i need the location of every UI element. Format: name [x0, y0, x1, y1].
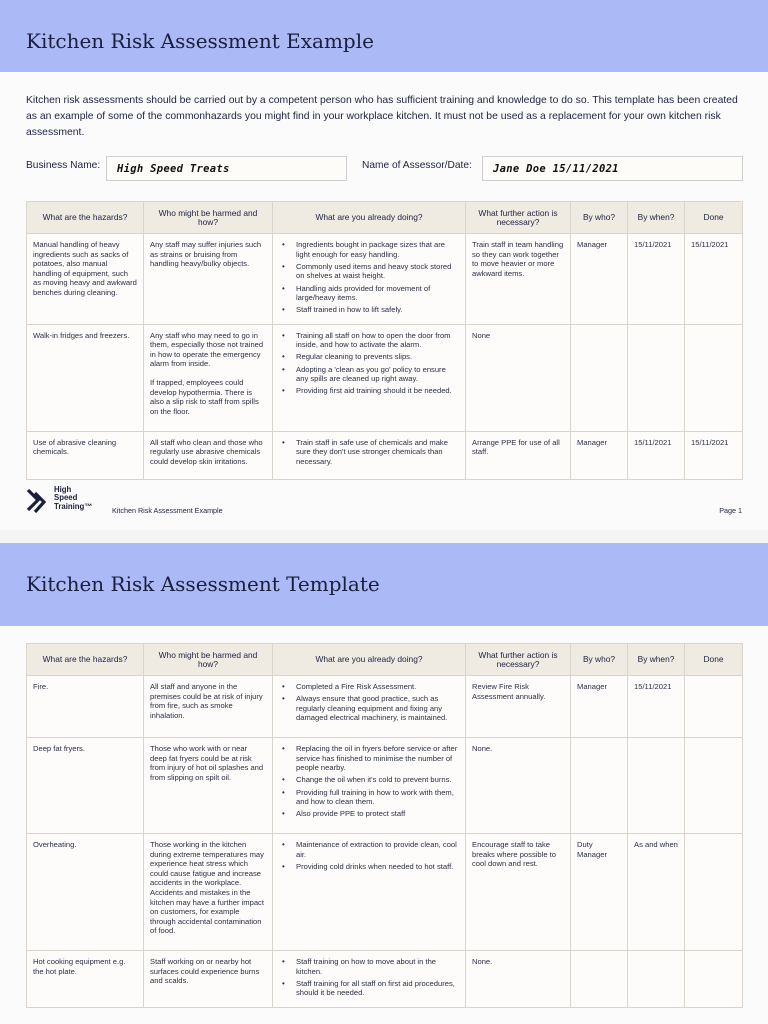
who-harmed-text: Those who work with or near deep fat fryers could be at risk from injury of hot oil splashes and from slipping on spilt oil.: [150, 744, 264, 782]
page-1-header-band: [0, 0, 768, 72]
done-cell: 15/11/2021: [685, 234, 743, 325]
column-header-who-harmed: Who might be harmed and how?: [144, 644, 273, 676]
footer-document-title: Kitchen Risk Assessment Example: [112, 506, 223, 515]
page-1-title: Kitchen Risk Assessment Example: [26, 29, 374, 53]
business-name-label: Business Name:: [26, 160, 101, 171]
who-harmed-cell: [144, 324, 273, 431]
done-cell: [685, 324, 743, 431]
who-harmed-text: Those working in the kitchen during extreme temperatures may experience heat stress which could cause fatigue and increase accidents in the workplace. Accidents and mistakes in the kitchen may have a further impact on customers, for example through accidental contamination of food.: [150, 840, 264, 936]
hazard-cell: Manual handling of heavy ingredients such as sacks of potatoes, also manual handling of equipment, such as moving heavy and awkward benches during cleaning.: [27, 234, 144, 325]
measure-item: • Train staff in safe use of chemicals and make sure they don't use stronger chemicals than necessary.: [279, 438, 459, 467]
column-header-hazards: What are the hazards?: [27, 644, 144, 676]
hazard-cell: Fire.: [27, 676, 144, 738]
by-who-cell: Manager: [571, 431, 628, 479]
column-header-who-harmed: Who might be harmed and how?: [144, 202, 273, 234]
measure-item: • Change the oil when it's cold to prevent burns.: [279, 775, 459, 785]
assessment-fields: [26, 156, 744, 182]
already-doing-cell: [273, 676, 466, 738]
hazard-cell: Use of abrasive cleaning chemicals.: [27, 431, 144, 479]
measure-item: • Providing cold drinks when needed to hot staff.: [279, 862, 459, 872]
who-harmed-cell: [144, 431, 273, 479]
measure-item: • Staff training on how to move about in the kitchen.: [279, 957, 459, 976]
who-harmed-text: Any staff who may need to go in them, especially those not trained in how to operate the emergency alarm from inside.: [150, 330, 264, 369]
page-2-title: Kitchen Risk Assessment Template: [26, 572, 380, 596]
measure-item: • Training all staff on how to open the door from inside, and how to activate the alarm.: [279, 331, 459, 350]
hazard-cell: Walk-in fridges and freezers.: [27, 324, 144, 431]
by-when-cell: As and when: [628, 834, 685, 951]
table-row: [27, 234, 743, 325]
column-header-done: Done: [685, 644, 743, 676]
by-when-cell: [628, 951, 685, 1008]
measure-item: • Ingredients bought in package sizes that are light enough for easy handling.: [279, 240, 459, 259]
measure-item: • Regular cleaning to prevents slips.: [279, 352, 459, 362]
done-cell: [685, 676, 743, 738]
column-header-further-action: What further action is necessary?: [466, 644, 571, 676]
column-header-by-who: By who?: [571, 644, 628, 676]
table-row: [27, 951, 743, 1008]
measures-list: [279, 682, 459, 723]
column-header-hazards: What are the hazards?: [27, 202, 144, 234]
by-who-cell: [571, 951, 628, 1008]
risk-table-template: [26, 643, 743, 1008]
measure-item: • Handling aids provided for movement of large/heavy items.: [279, 284, 459, 303]
measures-list: [279, 744, 459, 819]
table-row: [27, 738, 743, 834]
by-when-cell: 15/11/2021: [628, 431, 685, 479]
already-doing-cell: [273, 951, 466, 1008]
assessor-date-field[interactable]: Jane Doe 15/11/2021: [482, 156, 743, 181]
further-action-cell: Train staff in team handling so they can work together to move heavier or more awkward items.: [466, 234, 571, 325]
by-who-cell: Manager: [571, 234, 628, 325]
table-header-row: [27, 644, 743, 676]
measure-item: • Providing full training in how to work with them, and how to clean them.: [279, 788, 459, 807]
by-when-cell: [628, 738, 685, 834]
who-harmed-text: Staff working on or nearby hot surfaces could experience burns and scalds.: [150, 957, 260, 986]
already-doing-cell: [273, 234, 466, 325]
further-action-cell: None: [466, 324, 571, 431]
column-header-by-when: By when?: [628, 202, 685, 234]
assessor-label: Name of Assessor/Date:: [362, 160, 472, 171]
intro-paragraph: Kitchen risk assessments should be carried out by a competent person who has sufficient training and knowledge to do so. This template has been created as an example of some of the commonhazards you might find in your workplace kitchen. It must not be used as a replacement for your own kitchen risk assessment.: [26, 95, 738, 138]
measure-item: • Adopting a 'clean as you go' policy to ensure any spills are cleaned up right away.: [279, 365, 459, 384]
by-who-cell: [571, 738, 628, 834]
measure-item: • Commonly used items and heavy stock stored on shelves at waist height.: [279, 262, 459, 281]
page-1-footer: [26, 486, 744, 518]
by-who-cell: [571, 324, 628, 431]
measure-item: • Also provide PPE to protect staff: [279, 809, 459, 819]
measure-item: • Staff trained in how to lift safely.: [279, 305, 459, 315]
already-doing-cell: [273, 738, 466, 834]
by-when-cell: 15/11/2021: [628, 234, 685, 325]
column-header-already-doing: What are you already doing?: [273, 644, 466, 676]
further-action-cell: Arrange PPE for use of all staff.: [466, 431, 571, 479]
measure-item: • Maintenance of extraction to provide clean, cool air.: [279, 840, 459, 859]
further-action-cell: None.: [466, 738, 571, 834]
measures-list: [279, 331, 459, 396]
who-harmed-cell: [144, 834, 273, 951]
by-when-cell: 15/11/2021: [628, 676, 685, 738]
who-harmed-text: All staff and anyone in the premises could be at risk of injury from fire, such as smoke inhalation.: [150, 682, 263, 720]
footer-page-number: Page 1: [719, 506, 742, 515]
table-row: [27, 676, 743, 738]
who-harmed-text: All staff who clean and those who regularly use abrasive chemicals could develop skin irritations.: [150, 437, 263, 466]
column-header-already-doing: What are you already doing?: [273, 202, 466, 234]
who-harmed-text: Any staff may suffer injuries such as strains or bruising from handling heavy/bulky objects.: [150, 240, 262, 269]
further-action-cell: Encourage staff to take breaks where possible to cool down and rest.: [466, 834, 571, 951]
risk-table-example: [26, 201, 743, 480]
hazard-cell: Hot cooking equipment e.g. the hot plate.: [27, 951, 144, 1008]
already-doing-cell: [273, 324, 466, 431]
who-harmed-cell: [144, 951, 273, 1008]
by-who-cell: Duty Manager: [571, 834, 628, 951]
measure-item: • Always ensure that good practice, such as regularly cleaning equipment and fixing any damaged electrical machinery, is maintained.: [279, 694, 459, 723]
table-row: [27, 834, 743, 951]
measures-list: [279, 957, 459, 998]
who-harmed-cell: [144, 234, 273, 325]
hazard-cell: Deep fat fryers.: [27, 738, 144, 834]
column-header-by-who: By who?: [571, 202, 628, 234]
column-header-by-when: By when?: [628, 644, 685, 676]
further-action-cell: Review Fire Risk Assessment annually.: [466, 676, 571, 738]
done-cell: [685, 738, 743, 834]
column-header-further-action: What further action is necessary?: [466, 202, 571, 234]
logo-wordmark: High Speed Training™: [54, 485, 93, 511]
column-header-done: Done: [685, 202, 743, 234]
done-cell: 15/11/2021: [685, 431, 743, 479]
by-who-cell: Manager: [571, 676, 628, 738]
already-doing-cell: [273, 834, 466, 951]
done-cell: [685, 951, 743, 1008]
measures-list: [279, 840, 459, 871]
business-name-field[interactable]: High Speed Treats: [106, 156, 347, 181]
further-action-cell: None.: [466, 951, 571, 1008]
done-cell: [685, 834, 743, 951]
by-when-cell: [628, 324, 685, 431]
measures-list: [279, 438, 459, 467]
page-2-header-band: [0, 543, 768, 626]
measure-item: • Completed a Fire Risk Assessment.: [279, 682, 459, 692]
hazard-cell: Overheating.: [27, 834, 144, 951]
table-header-row: [27, 202, 743, 234]
who-harmed-cell: [144, 676, 273, 738]
table-row: [27, 431, 743, 479]
who-harmed-cell: [144, 738, 273, 834]
already-doing-cell: [273, 431, 466, 479]
measure-item: • Staff training for all staff on first aid procedures, should it be needed.: [279, 979, 459, 998]
measures-list: [279, 240, 459, 315]
measure-item: • Replacing the oil in fryers before service or after service has finished to minimise the number of people nearby.: [279, 744, 459, 773]
measure-item: • Providing first aid training should it be needed.: [279, 386, 459, 396]
table-row: [27, 324, 743, 431]
who-harmed-text: If trapped, employees could develop hypothermia. There is also a slip risk to staff from spills on the floor.: [150, 377, 259, 416]
